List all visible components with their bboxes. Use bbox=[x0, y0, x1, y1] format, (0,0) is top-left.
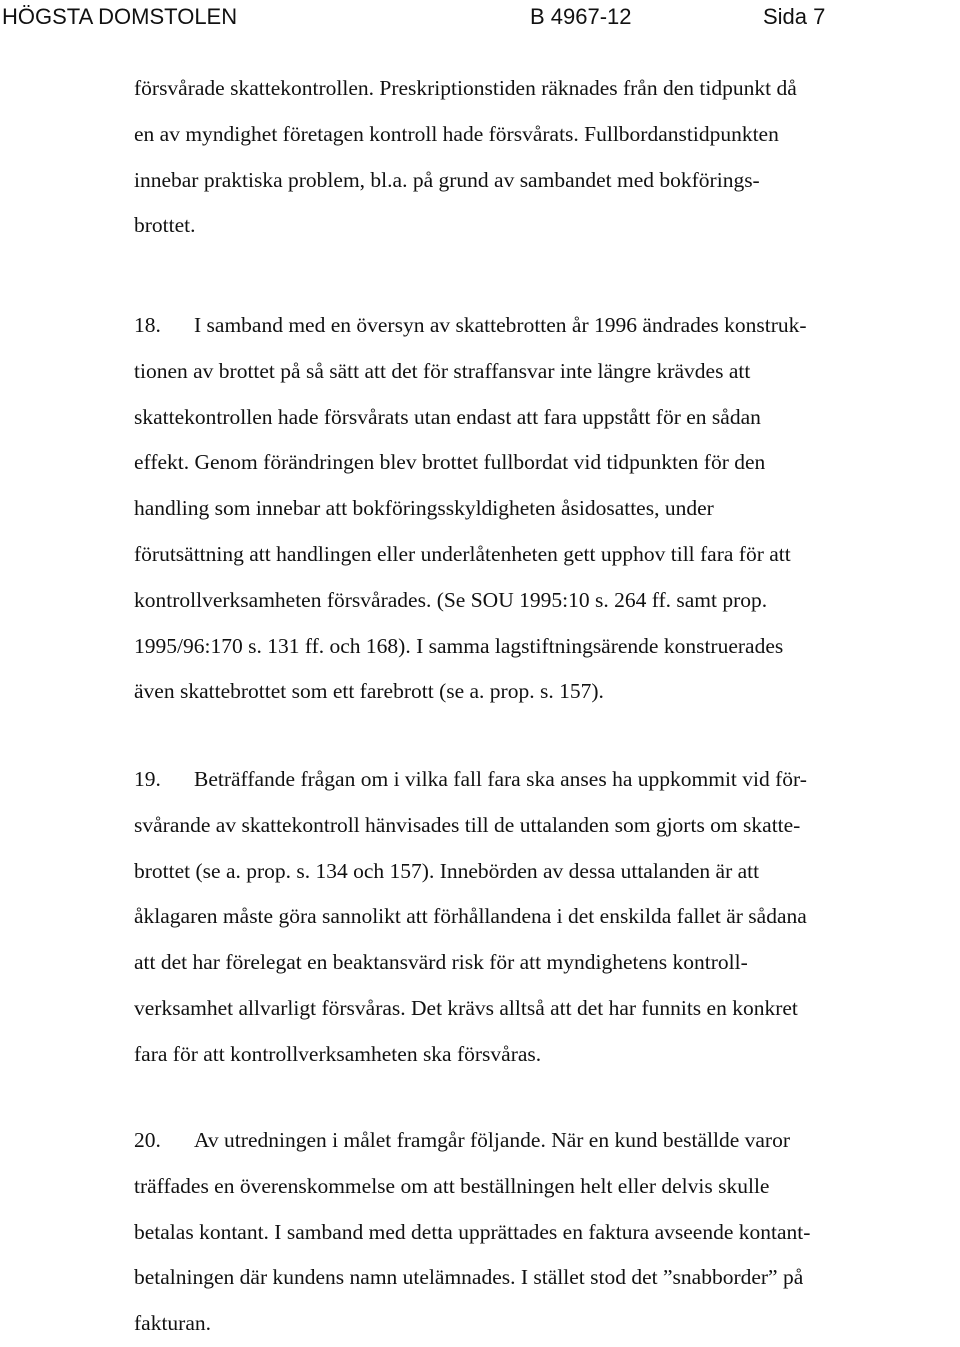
text-line: att det har förelegat en beaktansvärd risk för att myndighetens kontroll- bbox=[134, 950, 748, 975]
text-line: kontrollverksamheten försvårades. (Se SOU 1995:10 s. 264 ff. samt prop. bbox=[134, 587, 768, 612]
paragraph-number: 18. bbox=[134, 313, 161, 337]
text-line: 1995/96:170 s. 131 ff. och 168). I samma lagstiftningsärende konstruerades bbox=[134, 633, 784, 658]
text-line: åklagaren måste göra sannolikt att förhållandena i det enskilda fallet är sådana bbox=[134, 904, 807, 929]
text-line: brottet. bbox=[134, 213, 196, 238]
text-line: brottet (se a. prop. s. 134 och 157). Innebörden av dessa uttalanden är att bbox=[134, 858, 760, 883]
text-line: effekt. Genom förändringen blev brottet fullbordat vid tidpunkten för den bbox=[134, 450, 766, 475]
paragraph-number: 19. bbox=[134, 767, 161, 791]
text-line: en av myndighet företagen kontroll hade försvårats. Fullbordanstidpunkten bbox=[134, 121, 779, 146]
text-line: verksamhet allvarligt försvåras. Det krävs alltså att det har funnits en konkret bbox=[134, 995, 798, 1020]
text-line: betalas kontant. I samband med detta upprättades en faktura avseende kontant- bbox=[134, 1219, 811, 1244]
page-header bbox=[0, 4, 960, 40]
text-line: även skattebrottet som ett farebrott (se a. prop. s. 157). bbox=[134, 679, 604, 704]
text-line-content: I samband med en översyn av skattebrotten år 1996 ändrades konstruk- bbox=[194, 313, 807, 337]
text-line: innebar praktiska problem, bl.a. på grund av sambandet med bokförings- bbox=[134, 167, 760, 192]
court-name: HÖGSTA DOMSTOLEN bbox=[2, 4, 238, 29]
paragraph-19 bbox=[134, 757, 960, 1078]
text-line: fakturan. bbox=[134, 1311, 212, 1336]
text-line bbox=[134, 303, 960, 349]
text-line: betalningen där kundens namn utelämnades. I stället stod det ”snabborder” på bbox=[134, 1265, 804, 1290]
paragraph-20 bbox=[134, 1118, 960, 1347]
text-line bbox=[134, 757, 960, 803]
text-line: skattekontrollen hade försvårats utan endast att fara uppstått för en sådan bbox=[134, 404, 761, 429]
paragraph-number: 20. bbox=[134, 1128, 161, 1152]
text-line-content: Av utredningen i målet framgår följande. När en kund beställde varor bbox=[194, 1128, 791, 1152]
text-line: tionen av brottet på så sätt att det för straffansvar inte längre krävdes att bbox=[134, 358, 751, 383]
text-line: svårande av skattekontroll hänvisades till de uttalanden som gjorts om skatte- bbox=[134, 812, 801, 837]
page-number: Sida 7 bbox=[763, 4, 826, 29]
text-line bbox=[134, 1118, 960, 1164]
paragraph-18 bbox=[134, 303, 960, 715]
paragraph-continued bbox=[134, 66, 960, 249]
text-line: försvårade skattekontrollen. Preskriptionstiden räknades från den tidpunkt då bbox=[134, 76, 797, 100]
text-line: handling som innebar att bokföringsskyldigheten åsidosattes, under bbox=[134, 496, 714, 521]
text-line: fara för att kontrollverksamheten ska försvåras. bbox=[134, 1041, 542, 1066]
case-number: B 4967-12 bbox=[530, 4, 632, 29]
text-line-content: Beträffande frågan om i vilka fall fara ska anses ha uppkommit vid för- bbox=[194, 767, 807, 791]
text-line: förutsättning att handlingen eller underlåtenheten gett upphov till fara för att bbox=[134, 541, 791, 566]
text-line: träffades en överenskommelse om att beställningen helt eller delvis skulle bbox=[134, 1173, 770, 1198]
